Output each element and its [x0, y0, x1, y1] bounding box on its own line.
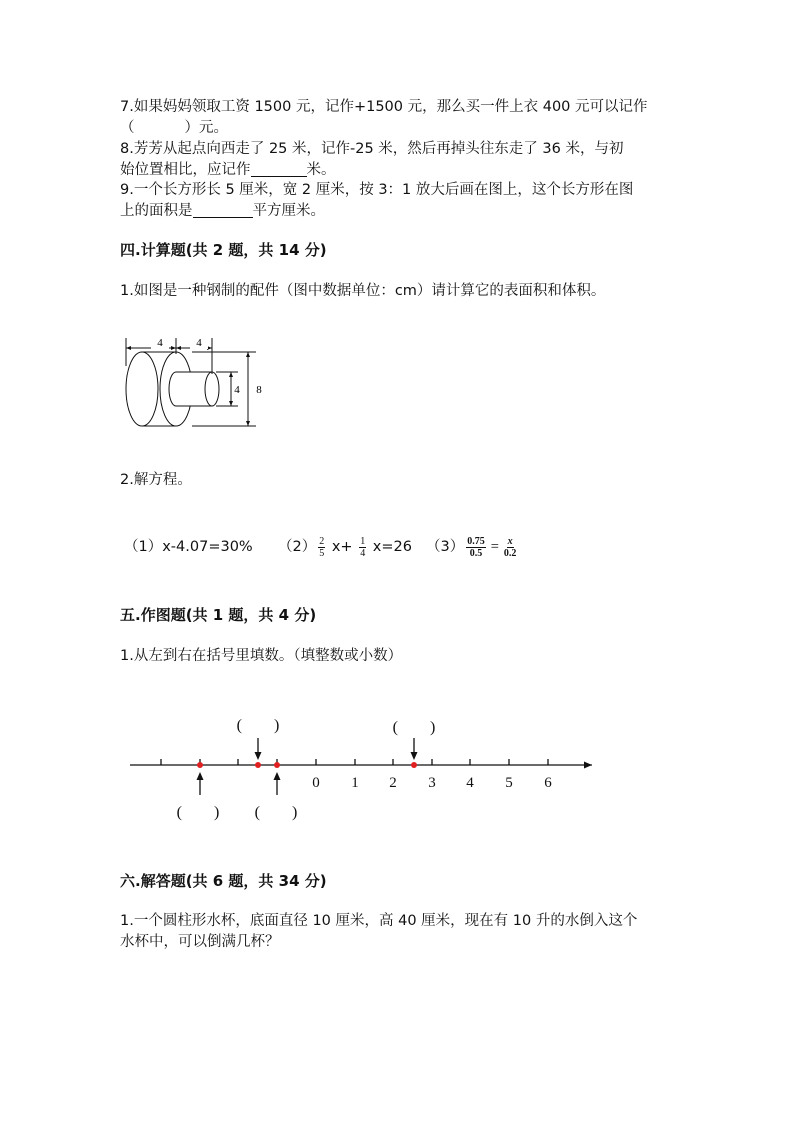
- question-7-line2: [120, 118, 228, 138]
- answer-paren-open: （: [120, 120, 135, 136]
- equation-2: （2） $\frac{2}{5}$ x+ $\frac{1}{4}$ x=26: [278, 535, 412, 559]
- equation-3: （3） $\frac{0.75}{0.5}$ = $\frac{x}{0.2}$: [426, 535, 517, 559]
- fraction: $\frac{x}{0.2}$: [503, 535, 517, 559]
- answer-blank[interactable]: [251, 162, 307, 177]
- section-5-question-1: 1.从左到右在括号里填数。（填整数或小数）: [120, 648, 403, 664]
- answer-paren[interactable]: ( ): [236, 717, 280, 734]
- section-4-heading: 四.计算题(共 2 题，共 14 分): [120, 241, 327, 259]
- dim-label-top-right: 4: [196, 337, 202, 349]
- marked-point: [274, 762, 280, 768]
- dim-label-top-left: 4: [157, 337, 163, 349]
- axis-arrowhead: [584, 762, 592, 769]
- answer-paren[interactable]: ( ): [254, 804, 298, 821]
- question-7-line1: 7.如果妈妈领取工资 1500 元，记作+1500 元，那么买一件上衣 400 元可以记作: [120, 99, 648, 115]
- question-9-line2: 上的面积是 平方厘米。: [120, 203, 325, 219]
- answer-paren-close: ）元。: [184, 120, 228, 136]
- dim-label-outer: 8: [256, 384, 262, 396]
- steel-part-figure: [118, 330, 268, 432]
- answer-paren[interactable]: ( ): [392, 719, 436, 736]
- marked-point: [197, 762, 203, 768]
- section-6-question-1-line1: 1.一个圆柱形水杯，底面直径 10 厘米，高 40 厘米，现在有 10 升的水倒入这个: [120, 913, 638, 929]
- tick-label: 0: [312, 775, 320, 791]
- tick-label: 5: [505, 775, 513, 791]
- number-line-figure: [0, 700, 794, 830]
- fraction: $\frac{2}{5}$: [319, 535, 325, 559]
- tick-label: 4: [466, 775, 474, 791]
- tick-label: 1: [351, 775, 359, 791]
- small-cylinder-right-face: [205, 372, 219, 406]
- equation-1: （1）x-4.07=30%: [124, 539, 253, 555]
- section-6-heading: 六.解答题(共 6 题，共 34 分): [120, 872, 327, 890]
- answer-blank[interactable]: [193, 203, 253, 218]
- section-4-question-2: 2.解方程。: [120, 472, 192, 488]
- question-9-line1: 9.一个长方形长 5 厘米，宽 2 厘米，按 3：1 放大后画在图上，这个长方形在图: [120, 182, 634, 198]
- big-cylinder-left-end: [126, 352, 158, 426]
- answer-paren[interactable]: ( ): [176, 804, 220, 821]
- marked-point: [411, 762, 417, 768]
- tick-label: 3: [428, 775, 436, 791]
- question-8-line2: 始位置相比，应记作 米。: [120, 162, 336, 178]
- section-5-heading: 五.作图题(共 1 题，共 4 分): [120, 606, 317, 624]
- section-4-question-1: 1.如图是一种钢制的配件（图中数据单位：cm）请计算它的表面积和体积。: [120, 283, 606, 299]
- dim-label-inner: 4: [234, 384, 240, 396]
- question-8-line1: 8.芳芳从起点向西走了 25 米，记作-25 米，然后再掉头往东走了 36 米，与初: [120, 141, 624, 157]
- tick-label: 2: [389, 775, 397, 791]
- tick-label: 6: [544, 775, 552, 791]
- fraction: $\frac{0.75}{0.5}$: [467, 535, 485, 559]
- fraction: $\frac{1}{4}$: [360, 535, 366, 559]
- section-6-question-1-line2: 水杯中，可以倒满几杯？: [120, 934, 280, 950]
- marked-point: [255, 762, 261, 768]
